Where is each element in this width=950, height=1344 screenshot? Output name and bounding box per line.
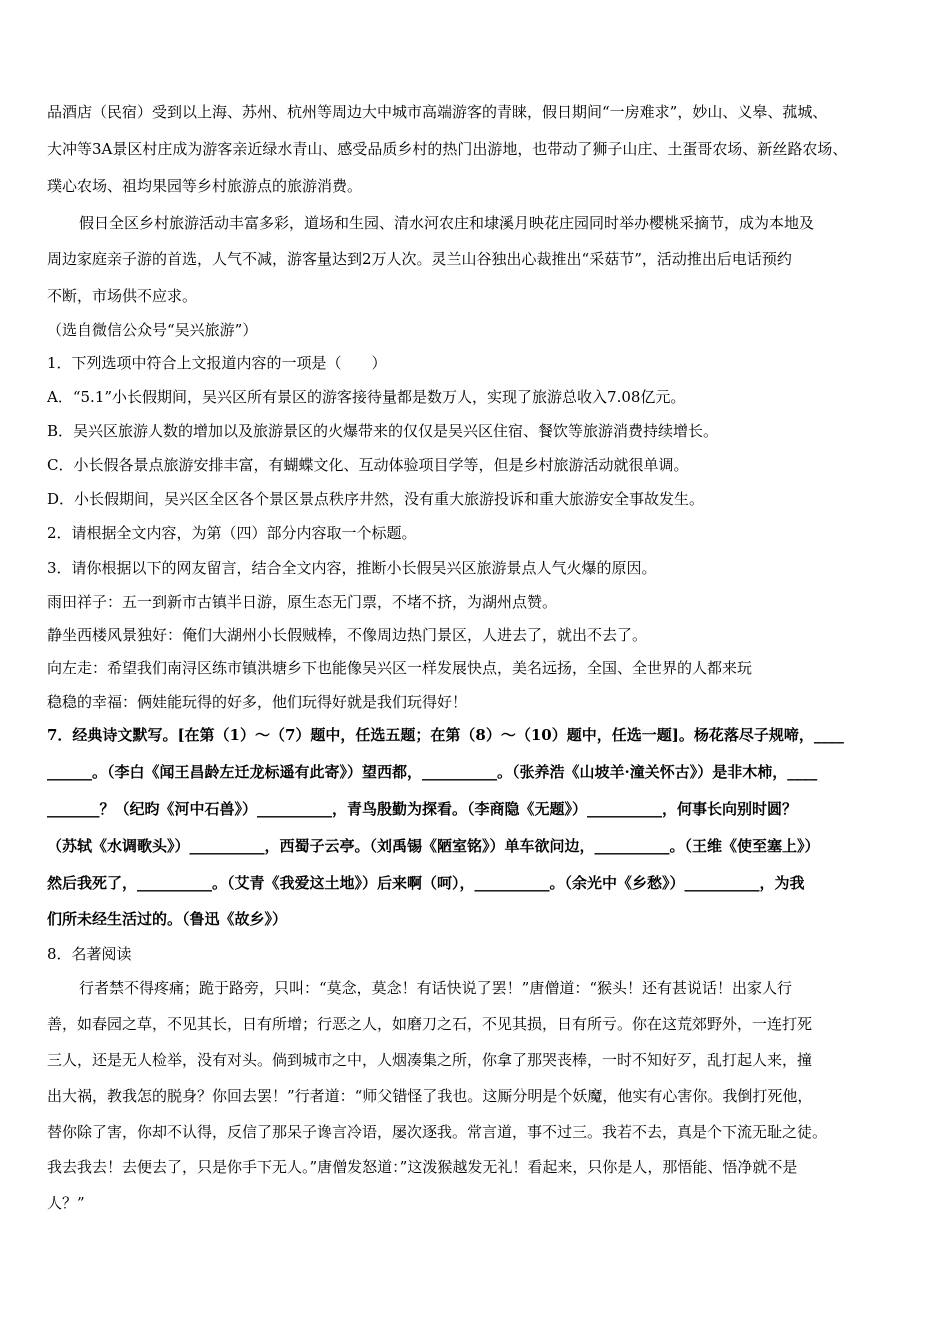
question-1-option-c: C．小长假各景点旅游安排丰富，有蝴蝶文化、互动体验项目学等，但是乡村旅游活动就很单调。	[47, 456, 689, 474]
excerpt-line: 行者禁不得疼痛；跪于路旁，只叫：“莫念，莫念！有话快说了罢！”唐僧道：“猴头！还有甚说话！出家人行	[79, 979, 793, 997]
excerpt-line: 三人，还是无人检举，没有对头。倘到城市之中，人烟凑集之所，你拿了那哭丧棒，一时不知好歹，乱打起人来，撞	[47, 1051, 813, 1069]
netizen-comment: 静坐西楼风景独好：俺们大湖州小长假贼棒，不像周边热门景区，人进去了，就出不去了。	[47, 626, 648, 644]
question-1-option-d: D．小长假期间，吴兴区全区各个景区景点秩序井然，没有重大旅游投诉和重大旅游安全事故发生。	[47, 490, 705, 508]
passage-line: 璞心农场、祖均果园等乡村旅游点的旅游消费。	[47, 177, 363, 195]
question-1-option-b: B．吴兴区旅游人数的增加以及旅游景区的火爆带来的仅仅是吴兴区住宿、餐饮等旅游消费持续增长。	[47, 422, 719, 440]
passage-source: （选自微信公众号“吴兴旅游”）	[47, 321, 258, 339]
excerpt-line: 我去我去！去便去了，只是你手下无人。”唐僧发怒道：”这泼猴越发无礼！看起来，只你是人，那悟能、悟净就不是	[47, 1158, 798, 1176]
passage-line: 周边家庭亲子游的首选，人气不减，游客量达到2万人次。灵兰山谷独出心裁推出“采菇节”，活动推出后电话预约	[47, 250, 792, 268]
excerpt-line: 人？”	[47, 1194, 85, 1212]
netizen-comment: 稳稳的幸福：俩娃能玩得的好多，他们玩得好就是我们玩得好！	[47, 693, 468, 711]
question-2-stem: 2．请根据全文内容，为第（四）部分内容取一个标题。	[47, 524, 417, 542]
question-7-line: （苏轼《水调歌头》）__________，西蜀子云亭。（刘禹锡《陋室铭》）单车欲问边，__________。（王维《使至塞上》）	[47, 837, 820, 855]
excerpt-line: 出大祸，教我怎的脱身？你回去罢！”行者道：“师父错怪了我也。这厮分明是个妖魔，他实有心害你。我倒打死他，	[47, 1087, 813, 1105]
question-7-line: _______？（纪昀《河中石兽》）__________，青鸟殷勤为探看。（李商隐《无题》）__________，何事长向别时圆？	[47, 800, 798, 818]
question-7-line: 7．经典诗文默写。[在第（1）～（7）题中，任选五题；在第（8）～（10）题中，任选一题]。杨花落尽子规啼，____	[47, 726, 844, 744]
excerpt-line: 替你除了害，你却不认得，反信了那呆子谗言冷语，屡次逐我。常言道，事不过三。我若不去，真是个下流无耻之徒。	[47, 1123, 828, 1141]
question-1-stem: 1．下列选项中符合上文报道内容的一项是（ ）	[47, 354, 387, 372]
passage-line: 品酒店（民宿）受到以上海、苏州、杭州等周边大中城市高端游客的青睐，假日期间“一房难求”，妙山、义皋、菰城、	[47, 103, 828, 121]
question-7-line: 然后我死了，__________。（艾青《我爱这土地》）后来啊（呵），__________。（余光中《乡愁》）__________，为我	[47, 874, 805, 892]
passage-line: 假日全区乡村旅游活动丰富多彩，道场和生园、清水河农庄和埭溪月映花庄园同时举办樱桃采摘节，成为本地及	[79, 214, 815, 232]
netizen-comment: 雨田祥子：五一到新市古镇半日游，原生态无门票，不堵不挤，为湖州点赞。	[47, 593, 558, 611]
passage-line: 大冲等3A景区村庄成为游客亲近绿水青山、感受品质乡村的热门出游地，也带动了狮子山庄、土蛋哥农场、新丝路农场、	[47, 140, 848, 158]
passage-line: 不断，市场供不应求。	[47, 287, 198, 305]
netizen-comment: 向左走：希望我们南浔区练市镇洪塘乡下也能像吴兴区一样发展快点，美名远扬，全国、全世界的人都来玩	[47, 659, 753, 677]
excerpt-line: 善，如春园之草，不见其长，日有所增；行恶之人，如磨刀之石，不见其损，日有所亏。你在这荒郊野外，一连打死	[47, 1015, 813, 1033]
question-8-title: 8．名著阅读	[47, 945, 132, 963]
question-7-line: 们所未经生活过的。（鲁迅《故乡》）	[47, 910, 288, 928]
question-7-line: ______。（李白《闻王昌龄左迁龙标遥有此寄》）望西都，__________。（张养浩《山坡羊·潼关怀古》）是非木柿，____	[47, 763, 818, 781]
question-3-stem: 3．请你根据以下的网友留言，结合全文内容，推断小长假吴兴区旅游景点人气火爆的原因。	[47, 559, 657, 577]
question-1-option-a: A．“5.1”小长假期间，吴兴区所有景区的游客接待量都是数万人，实现了旅游总收入7.08亿元。	[47, 388, 686, 406]
